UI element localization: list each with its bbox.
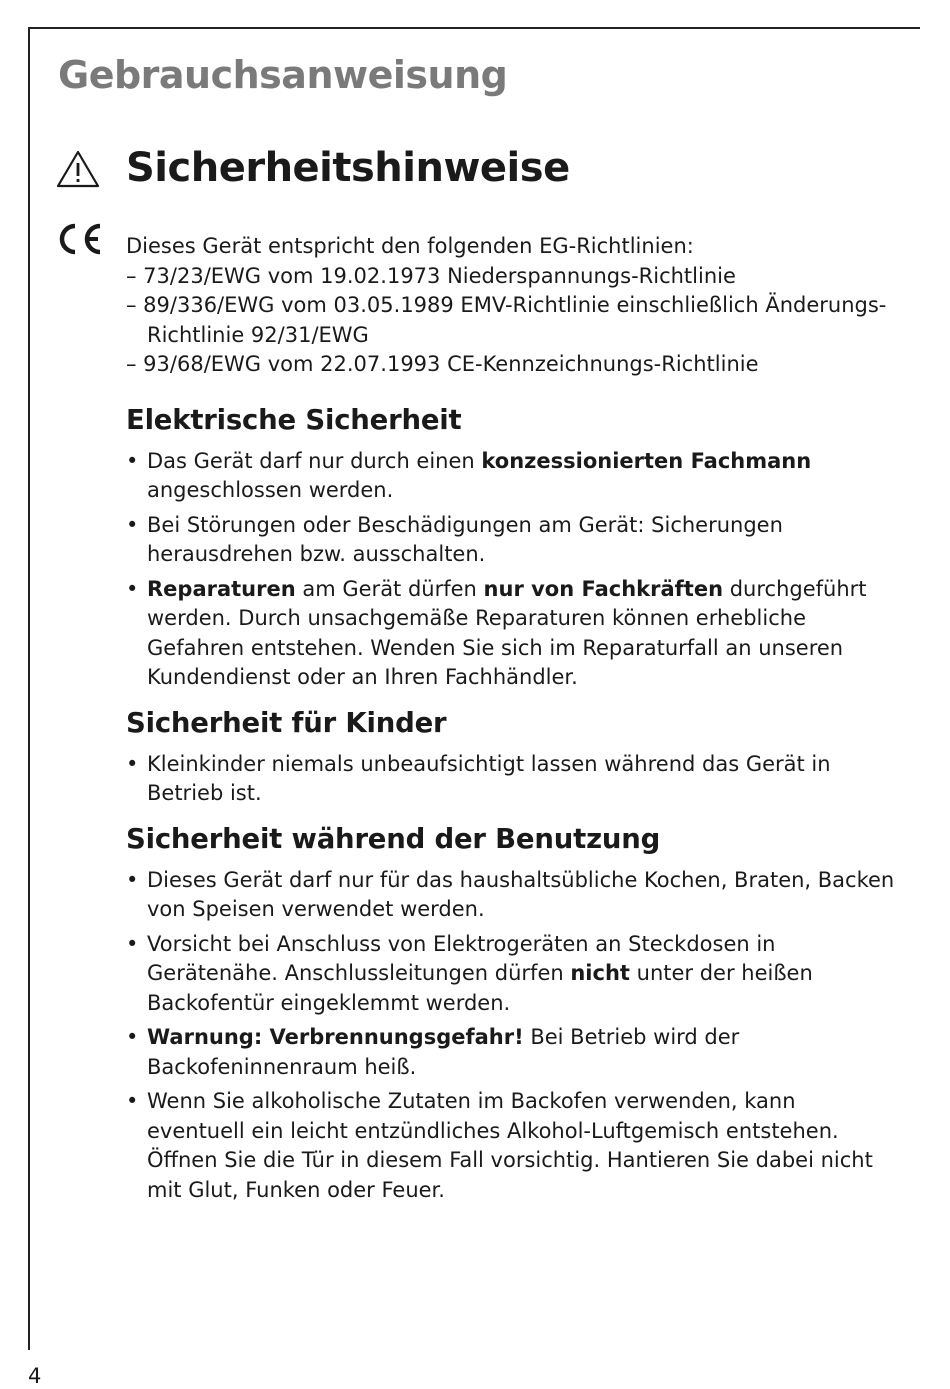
ce-mark-icon (54, 221, 104, 257)
emphasis-text: nur von Fachkräften (483, 576, 724, 601)
emphasis-text: konzessionierten Fachmann (481, 448, 812, 473)
emphasis-text: Reparaturen (147, 576, 296, 601)
bullet-item: • Dieses Gerät darf nur für das haushaltsübliche Kochen, Braten, Backen von Speisen verwendet werden. (126, 866, 896, 925)
document-title: Gebrauchsanweisung (58, 53, 508, 97)
directives-intro: Dieses Gerät entspricht den folgenden EG-Richtlinien: (126, 234, 694, 258)
bullet-item: • Warnung: Verbrennungsgefahr! Bei Betrieb wird der Backofeninnenraum heiß. (126, 1023, 896, 1082)
child-safety-list (126, 750, 896, 809)
bullet-item: • Das Gerät darf nur durch einen konzessionierten Fachmann angeschlossen werden. (126, 447, 896, 506)
top-rule (28, 27, 920, 29)
section-title: Sicherheitshinweise (126, 145, 570, 191)
page-number: 4 (28, 1364, 42, 1388)
emphasis-text: nicht (570, 961, 630, 985)
bullet-item: • Reparaturen am Gerät dürfen nur von Fachkräften durchgeführt werden. Durch unsachgemäße Reparaturen können erhebliche Gefahren entstehen. Wenden Sie sich im Reparaturfall an unseren Kundendienst oder an Ihren Fachhändler. (126, 575, 896, 693)
bullet-item: • Wenn Sie alkoholische Zutaten im Backofen verwenden, kann eventuell ein leicht entzündliches Alkohol-Luftgemisch entstehen. Öffnen Sie die Tür in diesem Fall vorsichtig. Hantieren Sie dabei nicht mit Glut, Funken oder Feuer. (126, 1087, 896, 1205)
directive-item: – 89/336/EWG vom 03.05.1989 EMV-Richtlinie einschließlich Änderungs-Richtlinie 92/31/EWG (126, 293, 887, 347)
warning-triangle-icon (56, 150, 100, 188)
bullet-item: • Vorsicht bei Anschluss von Elektrogeräten an Steckdosen in Gerätenähe. Anschlussleitungen dürfen nicht unter der heißen Backofentür eingeklemmt werden. (126, 930, 896, 1019)
bullet-item: • Kleinkinder niemals unbeaufsichtigt lassen während das Gerät in Betrieb ist. (126, 750, 896, 809)
directive-item: – 93/68/EWG vom 22.07.1993 CE-Kennzeichnungs-Richtlinie (126, 352, 759, 376)
directive-item: – 73/23/EWG vom 19.02.1973 Niederspannungs-Richtlinie (126, 263, 736, 288)
bullet-item: • Bei Störungen oder Beschädigungen am Gerät: Sicherungen herausdrehen bzw. ausschalten. (126, 511, 896, 570)
directives-list (126, 262, 896, 380)
heading-usage-safety: Sicherheit während der Benutzung (126, 822, 661, 855)
heading-child-safety: Sicherheit für Kinder (126, 706, 447, 739)
left-rule (28, 27, 30, 1350)
heading-electrical-safety: Elektrische Sicherheit (126, 403, 462, 436)
emphasis-text: Warnung: Verbrennungsgefahr! (147, 1025, 524, 1049)
content (126, 232, 896, 1210)
electrical-safety-list (126, 447, 896, 693)
usage-safety-list (126, 866, 896, 1206)
